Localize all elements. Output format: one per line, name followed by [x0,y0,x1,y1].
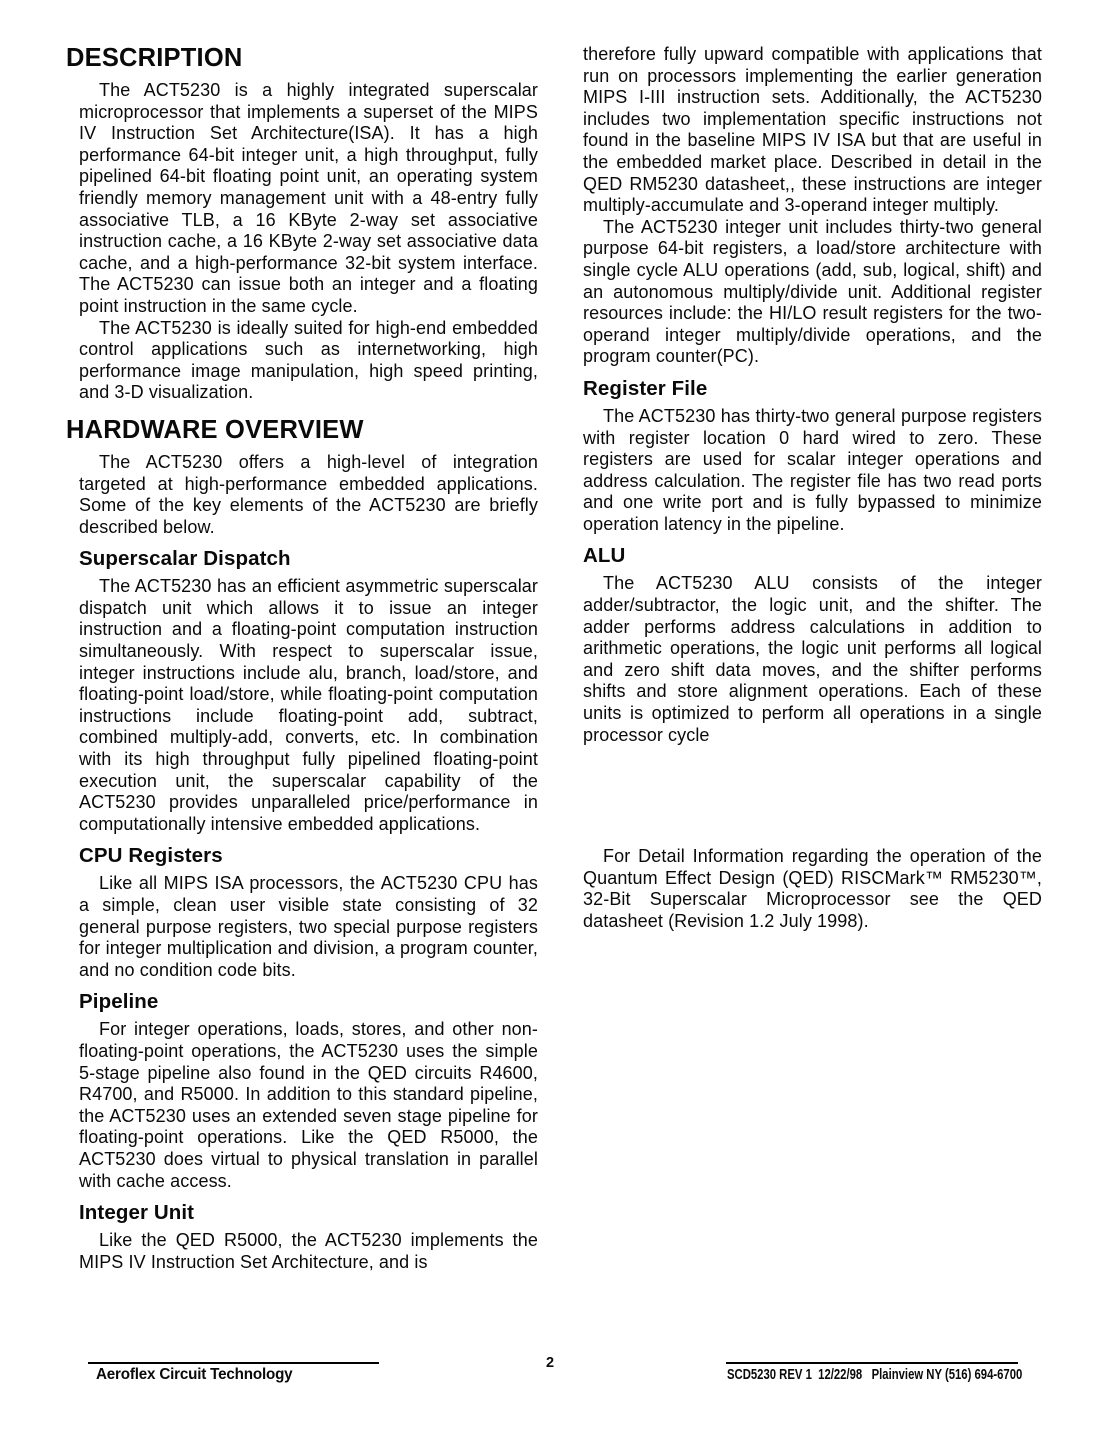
subsection-heading: CPU Registers [79,844,223,868]
paragraph: Like all MIPS ISA processors, the ACT5230 CPU has a simple, clean user visible state consisting of 32 general purpose registers, two special purpose registers for integer multiplication and division, a program counter, and no condition code bits. [79,873,538,980]
paragraph: The ACT5230 integer unit includes thirty-two general purpose 64-bit registers, a load/store architecture with single cycle ALU operations (add, sub, logical, shift) and an autonomous multiply/divide unit. Additional register resources include: the HI/LO result registers for the two-operand integer multiply/divide operations, and the program counter(PC). [583,216,1042,367]
subsection-heading: Register File [583,376,708,400]
right-column [583,44,1042,933]
subsection-heading: ALU [583,544,626,568]
subsection-heading: Integer Unit [79,1201,195,1225]
footer-company-name: Aeroflex Circuit Technology [96,1366,293,1383]
column-spacer [583,746,1042,846]
footer-document-reference: SCD5230 REV 1 12/22/98 Plainview NY (516) 694-6700 [727,1367,1023,1383]
page-number: 2 [546,1355,555,1371]
paragraph: The ACT5230 ALU consists of the integer adder/subtractor, the logic unit, and the shifter. The adder performs address calculations in addition to arithmetic operations, the logic unit performs all logical and zero shift data moves, and the shifter performs shifts and store alignment operations. Each of these units is optimized to perform all operations in a single processor cycle [583,573,1042,745]
paragraph: For integer operations, loads, stores, and other non-floating-point operations, the ACT5230 uses the simple 5-stage pipeline also found in the QED circuits R4600, R4700, and R5000. In addition to this standard pipeline, the ACT5230 uses an extended seven stage pipeline for floating-point operations. Like the QED R5000, the ACT5230 does virtual to physical translation in parallel with cache access. [79,1019,538,1191]
paragraph: The ACT5230 is a highly integrated superscalar microprocessor that implements a superset of the MIPS IV Instruction Set Architecture(ISA). It has a high performance 64-bit integer unit, a high throughput, fully pipelined 64-bit floating point unit, an operating system friendly memory management unit with a 48-entry fully associative TLB, a 16 KByte 2-way set associative instruction cache, a 16 KByte 2-way set associative data cache, and a high-performance 32-bit system interface. The ACT5230 can issue both an integer and a floating point instruction in the same cycle. [79,80,538,316]
paragraph: For Detail Information regarding the operation of the Quantum Effect Design (QED) RISCMark™ RM5230™, 32-Bit Superscalar Microprocessor see the QED datasheet (Revision 1.2 July 1998). [583,846,1042,931]
paragraph: The ACT5230 offers a high-level of integration targeted at high-performance embedded applications. Some of the key elements of the ACT5230 are briefly described below. [79,451,538,537]
subsection-heading: Superscalar Dispatch [79,547,291,571]
section-heading: HARDWARE OVERVIEW [66,415,364,444]
footer-right-rule [726,1362,1018,1364]
section-heading: DESCRIPTION [66,44,243,72]
paragraph: therefore fully upward compatible with applications that run on processors implementing the earlier generation MIPS I-III instruction sets. Additionally, the ACT5230 includes two implementation specific instructions not found in the baseline MIPS IV ISA but that are useful in the embedded market place. Described in detail in the QED RM5230 datasheet,, these instructions are integer multiply-accumulate and 3-operand integer multiply. [583,44,1042,216]
paragraph: The ACT5230 has thirty-two general purpose registers with register location 0 hard wired to zero. These registers are used for scalar integer operations and address calculation. The register file has two read ports and one write port and is fully bypassed to minimize operation latency in the pipeline. [583,405,1042,534]
subsection-heading: Pipeline [79,990,159,1014]
footer-left-rule [88,1362,379,1364]
paragraph: The ACT5230 has an efficient asymmetric superscalar dispatch unit which allows it to issue an integer instruction and a floating-point computation instruction simultaneously. With respect to superscalar issue, integer instructions include alu, branch, load/store, and floating-point load/store, while floating-point computation instructions include floating-point add, subtract, combined multiply-add, converts, etc. In combination with its high throughput fully pipelined floating-point execution unit, the superscalar capability of the ACT5230 provides unparalleled price/performance in computationally intensive embedded applications. [79,576,538,834]
paragraph: Like the QED R5000, the ACT5230 implements the MIPS IV Instruction Set Architecture, and is [79,1230,538,1272]
left-column [66,44,538,1273]
paragraph: The ACT5230 is ideally suited for high-end embedded control applications such as internetworking, high performance image manipulation, high speed printing, and 3-D visualization. [79,317,538,403]
